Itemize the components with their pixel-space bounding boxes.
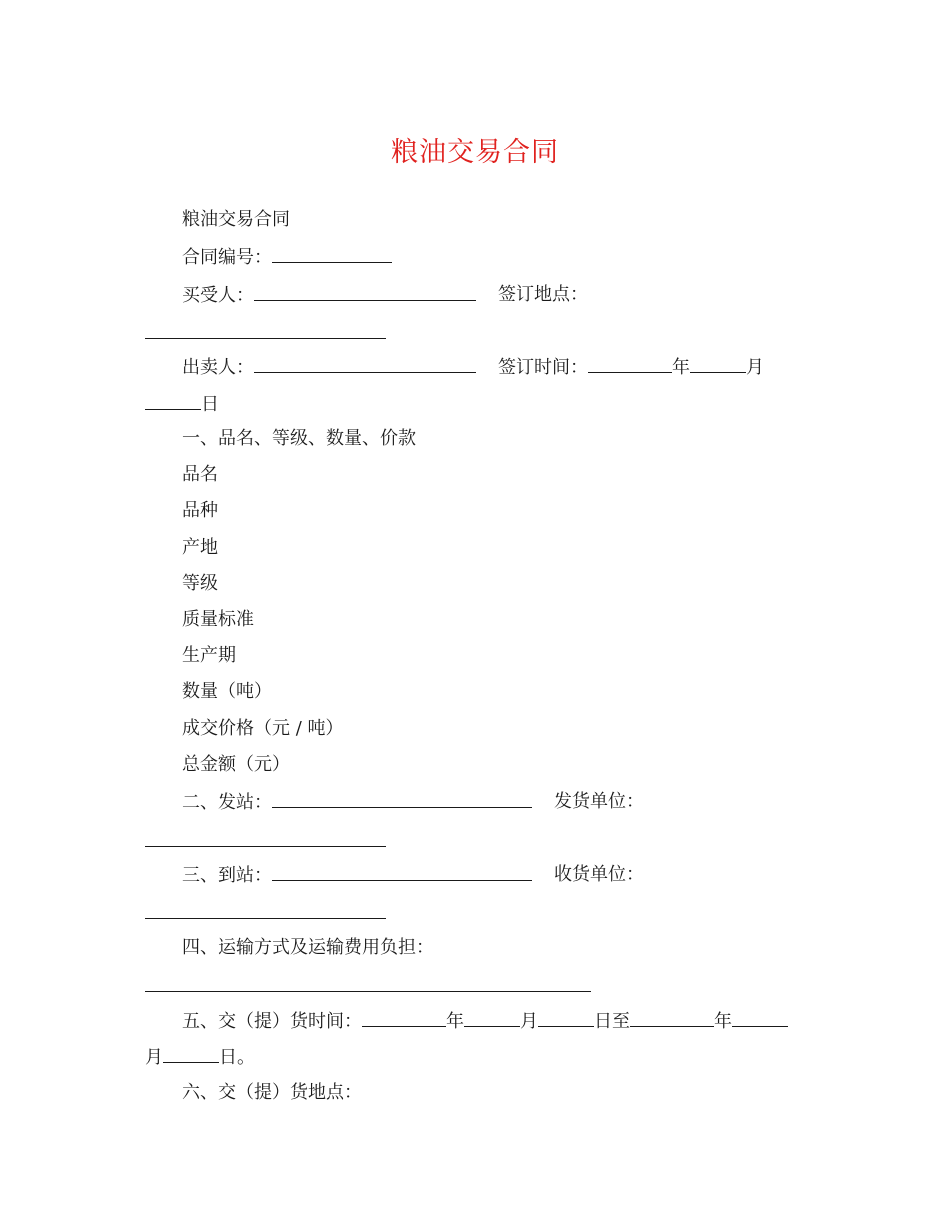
sign-day-blank[interactable] [145,393,201,410]
buyer-label: 买受人： [182,285,254,306]
section-5-row-continued [145,1046,255,1069]
year-text: 年 [672,357,690,378]
item-total-amount: 总金额（元） [182,754,290,775]
document-title: 粮油交易合同 [391,137,559,168]
departure-station-blank[interactable] [272,791,532,808]
seller-label: 出卖人： [182,357,254,378]
section-4-heading: 四、运输方式及运输费用负担： [182,937,434,958]
start-month-blank[interactable] [464,1010,520,1027]
end-year-tail-blank[interactable] [732,1010,788,1027]
seller-row [182,356,476,379]
sign-time-label: 签订时间： [498,357,588,378]
arrival-station-blank[interactable] [272,864,532,881]
end-month-text: 月 [145,1047,163,1068]
item-product-name: 品名 [182,464,218,485]
sign-month-blank[interactable] [690,356,746,373]
section-2-row [182,791,532,814]
section-3-row [182,864,532,887]
section-5-row [182,1010,788,1033]
item-quantity: 数量（吨） [182,681,272,702]
item-variety: 品种 [182,500,218,521]
start-month-text: 月 [520,1011,538,1032]
receiving-unit-blank[interactable] [145,918,386,919]
contract-number-blank[interactable] [272,246,392,263]
delivery-time-label: 五、交（提）货时间： [182,1011,362,1032]
receiving-unit-label: 收货单位： [554,864,644,885]
end-year-blank[interactable] [630,1010,714,1027]
item-price: 成交价格（元 / 吨） [182,718,344,739]
start-day-blank[interactable] [538,1010,594,1027]
item-production-period: 生产期 [182,645,236,666]
end-year-text: 年 [714,1011,732,1032]
sign-day-row [145,393,219,416]
item-quality-standard: 质量标准 [182,609,254,630]
day-to-text: 日至 [594,1011,630,1032]
contract-number-row [182,246,392,269]
buyer-blank[interactable] [254,284,476,301]
item-grade: 等级 [182,573,218,594]
section-1-heading: 一、品名、等级、数量、价款 [182,428,416,449]
intro-line: 粮油交易合同 [182,209,290,230]
section-6-heading: 六、交（提）货地点： [182,1082,362,1103]
day-end-text: 日。 [219,1047,255,1068]
sign-place-label: 签订地点： [498,284,588,305]
month-text: 月 [746,357,764,378]
sign-time-row [498,356,764,379]
departure-station-label: 二、发站： [182,792,272,813]
start-year-text: 年 [446,1011,464,1032]
buyer-row [182,284,476,307]
transport-method-blank[interactable] [145,991,591,992]
shipping-unit-label: 发货单位： [554,791,644,812]
seller-blank[interactable] [254,356,476,373]
item-origin: 产地 [182,537,218,558]
contract-number-label: 合同编号： [182,247,272,268]
sign-place-blank[interactable] [145,338,386,339]
end-day-blank[interactable] [163,1046,219,1063]
start-year-blank[interactable] [362,1010,446,1027]
shipping-unit-blank[interactable] [145,846,386,847]
sign-year-blank[interactable] [588,356,672,373]
day-text: 日 [201,394,219,415]
arrival-station-label: 三、到站： [182,865,272,886]
